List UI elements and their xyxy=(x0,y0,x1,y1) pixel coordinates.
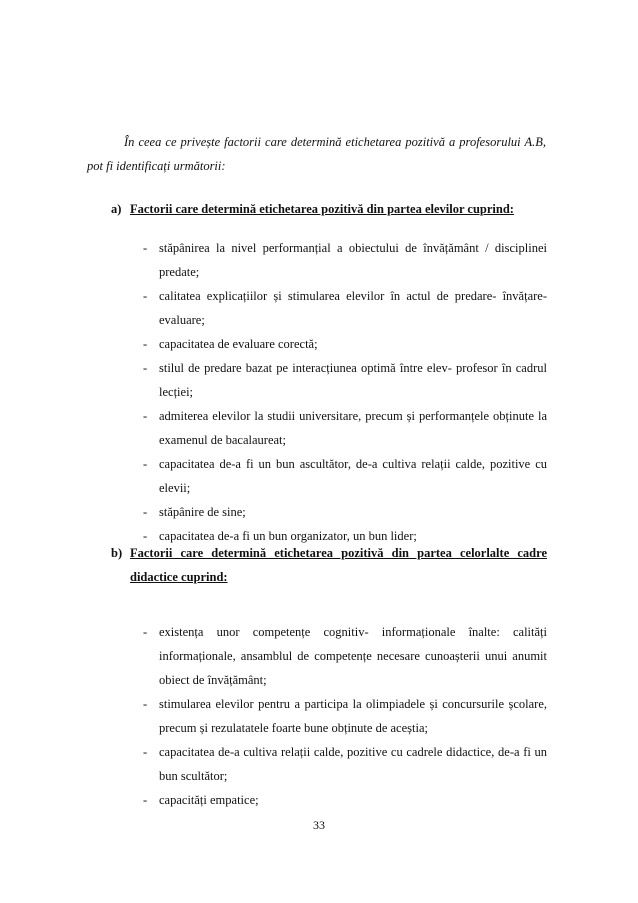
list-dash: - xyxy=(143,505,148,519)
list-item-text: stăpânire de sine; xyxy=(159,505,246,519)
list-item-text: stilul de predare bazat pe interacțiunea optimă între elev- profesor în cadrul lecției; xyxy=(159,361,547,399)
list-dash: - xyxy=(143,337,148,351)
list-item-text: admiterea elevilor la studii universitare, precum și performanțele obținute la examenul de bacalaureat; xyxy=(159,409,547,447)
list-dash: - xyxy=(143,697,148,711)
list-dash: - xyxy=(143,361,148,375)
list-item xyxy=(143,404,547,452)
list-item xyxy=(143,740,547,788)
list-dash: - xyxy=(143,409,148,423)
list-item xyxy=(143,500,547,524)
list-item-text: capacități empatice; xyxy=(159,793,259,807)
list-item-text: calitatea explicațiilor și stimularea elevilor în actul de predare- învățare- evaluare; xyxy=(159,289,547,327)
page-number: 33 xyxy=(313,818,325,832)
intro-paragraph: În ceea ce privește factorii care determină etichetarea pozitivă a profesorului A.B, pot fi identificați următorii: xyxy=(87,135,546,173)
section-a-list xyxy=(143,236,547,548)
list-item xyxy=(143,452,547,500)
list-item-text: stăpânirea la nivel performanțial a obiectului de învățământ / disciplinei predate; xyxy=(159,241,547,279)
list-item xyxy=(143,284,547,332)
list-dash: - xyxy=(143,241,148,255)
section-b-list xyxy=(143,620,547,812)
list-item-text: capacitatea de-a fi un bun ascultător, de-a cultiva relații calde, pozitive cu elevii; xyxy=(159,457,547,495)
list-dash: - xyxy=(143,625,148,639)
list-item xyxy=(143,332,547,356)
list-item-text: capacitatea de-a fi un bun organizator, un bun lider; xyxy=(159,529,417,543)
list-dash: - xyxy=(143,289,148,303)
list-item-text: stimularea elevilor pentru a participa la olimpiadele și concursurile școlare, precum și rezulatatele foarte bune obținute de aceștia; xyxy=(159,697,547,735)
section-a-marker: a) xyxy=(111,202,122,216)
list-dash: - xyxy=(143,457,148,471)
list-dash: - xyxy=(143,793,148,807)
section-b-marker: b) xyxy=(111,546,123,560)
section-b-title: Factorii care determină etichetarea pozitivă din partea celorlalte cadre didactice cuprind: xyxy=(130,546,547,584)
list-item-text: capacitatea de evaluare corectă; xyxy=(159,337,318,351)
list-dash: - xyxy=(143,529,148,543)
section-a-title: Factorii care determină etichetarea pozitivă din partea elevilor cuprind: xyxy=(130,202,514,216)
list-item xyxy=(143,692,547,740)
list-item-text: capacitatea de-a cultiva relații calde, pozitive cu cadrele didactice, de-a fi un bun scultător; xyxy=(159,745,547,783)
list-item xyxy=(143,356,547,404)
section-b-heading xyxy=(111,541,547,589)
list-dash: - xyxy=(143,745,148,759)
list-item xyxy=(143,236,547,284)
list-item xyxy=(143,788,547,812)
list-item xyxy=(143,620,547,692)
section-a-heading xyxy=(111,197,547,221)
list-item-text: existența unor competențe cognitiv- informaționale înalte: calități informaționale, ansamblul de competențe necesare cunoașterii unui anumit obiect de învățământ; xyxy=(159,625,547,687)
